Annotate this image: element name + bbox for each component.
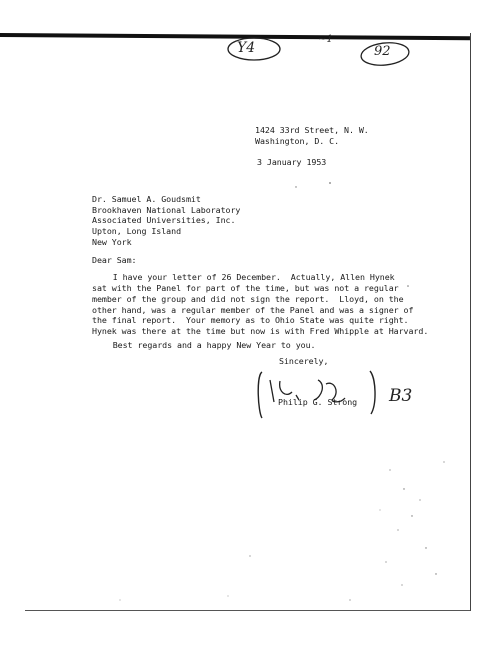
body-line-6: Hynek was there at the time but now is with Fred Whipple at Harvard. xyxy=(92,326,429,336)
body-line-1: I have your letter of 26 December. Actually, Allen Hynek xyxy=(88,272,395,282)
recipient-line-3: Associated Universities, Inc. xyxy=(92,215,236,225)
recipient-line-2: Brookhaven National Laboratory xyxy=(92,205,241,215)
recipient-line-5: New York xyxy=(92,237,132,247)
annotation-b3: B3 xyxy=(389,386,413,406)
recipient-line-1: Dr. Samuel A. Goudsmit xyxy=(92,194,201,204)
closing-line: Best regards and a happy New Year to you. xyxy=(88,340,316,350)
salutation: Dear Sam: xyxy=(92,255,137,265)
signer-name: Philip G. Strong xyxy=(278,397,358,407)
return-address-line-2: Washington, D. C. xyxy=(255,136,340,146)
recipient-line-4: Upton, Long Island xyxy=(92,226,182,236)
body-line-5: the final report. Your memory as to Ohio State was quite right. xyxy=(92,315,409,325)
bracket-left xyxy=(258,372,262,418)
body-line-2: sat with the Panel for part of the time, but was not a regular xyxy=(92,283,399,293)
body-line-4: other hand, was a regular member of the Panel and was a signer of xyxy=(92,305,414,315)
annotation-y4: Y4 xyxy=(237,40,256,56)
valediction: Sincerely, xyxy=(279,356,329,366)
annotation-92: 92 xyxy=(374,44,391,59)
annotation-top-mark: ~1 xyxy=(318,34,333,45)
bracket-right xyxy=(370,371,375,414)
return-address-line-1: 1424 33rd Street, N. W. xyxy=(255,125,369,135)
body-line-3: member of the group and did not sign the report. Lloyd, on the xyxy=(92,294,404,304)
letter-date: 3 January 1953 xyxy=(257,157,327,167)
